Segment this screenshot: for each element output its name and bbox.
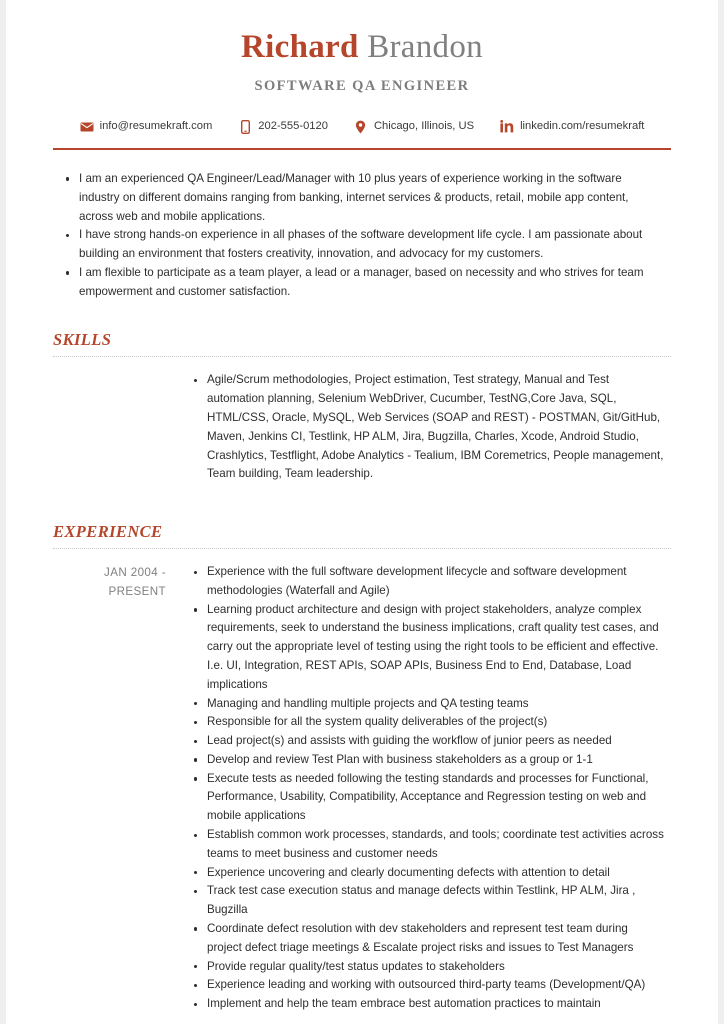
contact-phone-text: 202-555-0120 [258, 120, 328, 133]
summary-bullet-list [64, 170, 663, 301]
list-item: Implement and help the team embrace best automation practices to maintain [192, 995, 665, 1014]
section-title-experience: EXPERIENCE [53, 522, 163, 542]
skills-row [53, 371, 671, 484]
contact-bar [53, 120, 671, 134]
list-item: I am an experienced QA Engineer/Lead/Manager with 10 plus years of experience working in the software industry on different domains ranging from banking, internet services & products, retail, mobile app content, across web and mobile applications. [64, 170, 663, 226]
contact-item-email[interactable] [80, 120, 213, 134]
list-item: Experience with the full software development lifecycle and software development methodologies (Waterfall and Agile) [192, 563, 665, 601]
skills-label-column [53, 371, 192, 372]
list-item: I am flexible to participate as a team player, a lead or a manager, based on necessity and who strives for team empowerment and customer satisfaction. [64, 264, 663, 302]
skills-body [53, 357, 671, 484]
skills-content-column [192, 371, 671, 484]
experience-section [6, 522, 718, 1014]
section-title-skills: SKILLS [53, 330, 112, 350]
resume-header [53, 0, 671, 95]
phone-icon [238, 120, 252, 134]
list-item: Responsible for all the system quality deliverables of the project(s) [192, 713, 665, 732]
contact-item-linkedin[interactable] [500, 120, 644, 134]
linkedin-icon [500, 120, 514, 134]
experience-bullet-list [192, 563, 665, 1014]
experience-content-column [192, 563, 671, 1014]
list-item: Develop and review Test Plan with business stakeholders as a group or 1-1 [192, 751, 665, 770]
skills-bullet-list [192, 371, 665, 484]
contact-location-text: Chicago, Illinois, US [373, 120, 475, 133]
experience-body [53, 549, 671, 1014]
last-name: Brandon [367, 29, 483, 65]
header-section [6, 0, 718, 150]
first-name: Richard [241, 29, 359, 65]
skills-section [6, 330, 718, 484]
list-item: Experience leading and working with outsourced third-party teams (Development/QA) [192, 976, 665, 995]
summary-body [53, 150, 671, 301]
list-item: Managing and handling multiple projects and QA testing teams [192, 695, 665, 714]
list-item: Lead project(s) and assists with guiding the workflow of junior peers as needed [192, 732, 665, 751]
list-item: Coordinate defect resolution with dev stakeholders and represent test team during project defect triage meetings & Escalate project risks and issues to Test Managers [192, 920, 665, 958]
location-pin-icon [354, 120, 368, 134]
experience-entry [53, 563, 671, 1014]
email-icon [80, 120, 94, 134]
list-item: I have strong hands-on experience in all phases of the software development life cycle. I am passionate about building an environment that fosters creativity, innovation, and advocacy for my customers. [64, 226, 663, 264]
contact-linkedin-text: linkedin.com/resumekraft [520, 120, 645, 133]
list-item: Experience uncovering and clearly documenting defects with attention to detail [192, 864, 665, 883]
contact-email-text: info@resumekraft.com [99, 120, 213, 133]
summary-section [6, 150, 718, 301]
list-item: Execute tests as needed following the testing standards and processes for Functional, Performance, Usability, Compatibility, Acceptance and Regression testing on web and mobile applications [192, 770, 665, 826]
experience-date-range: JAN 2004 - PRESENT [104, 566, 166, 598]
contact-item-location[interactable] [354, 120, 474, 134]
list-item: Track test case execution status and manage defects within Testlink, HP ALM, Jira , Bugzilla [192, 882, 665, 920]
list-item: Learning product architecture and design with project stakeholders, analyze complex requirements, seek to understand the business implications, craft quality test cases, and carry out the appropriate level of testing using the right tools to be efficient and effective. I.e. UI, Integration, REST APIs, SOAP APIs, Business End to End, Database, Load implications [192, 601, 665, 695]
job-title: SOFTWARE QA ENGINEER [254, 77, 470, 94]
list-item: Provide regular quality/test status updates to stakeholders [192, 958, 665, 977]
contact-item-phone[interactable] [238, 120, 328, 134]
candidate-name [53, 29, 671, 67]
list-item: Agile/Scrum methodologies, Project estimation, Test strategy, Manual and Test automation planning, Selenium WebDriver, Cucumber, TestNG,Core Java, SQL, HTML/CSS, Oracle, MySQL, Web Services (SOAP and REST) - POSTMAN, Git/GitHub, Maven, Jenkins CI, Testlink, HP ALM, Jira, Bugzilla, Charles, Xcode, Android Studio, Crashlytics, Testflight, Adobe Analytics - Tealium, IBM Coremetrics, People management, Team building, Team leadership. [192, 371, 665, 484]
list-item: Establish common work processes, standards, and tools; coordinate test activities across teams to meet business and customer needs [192, 826, 665, 864]
